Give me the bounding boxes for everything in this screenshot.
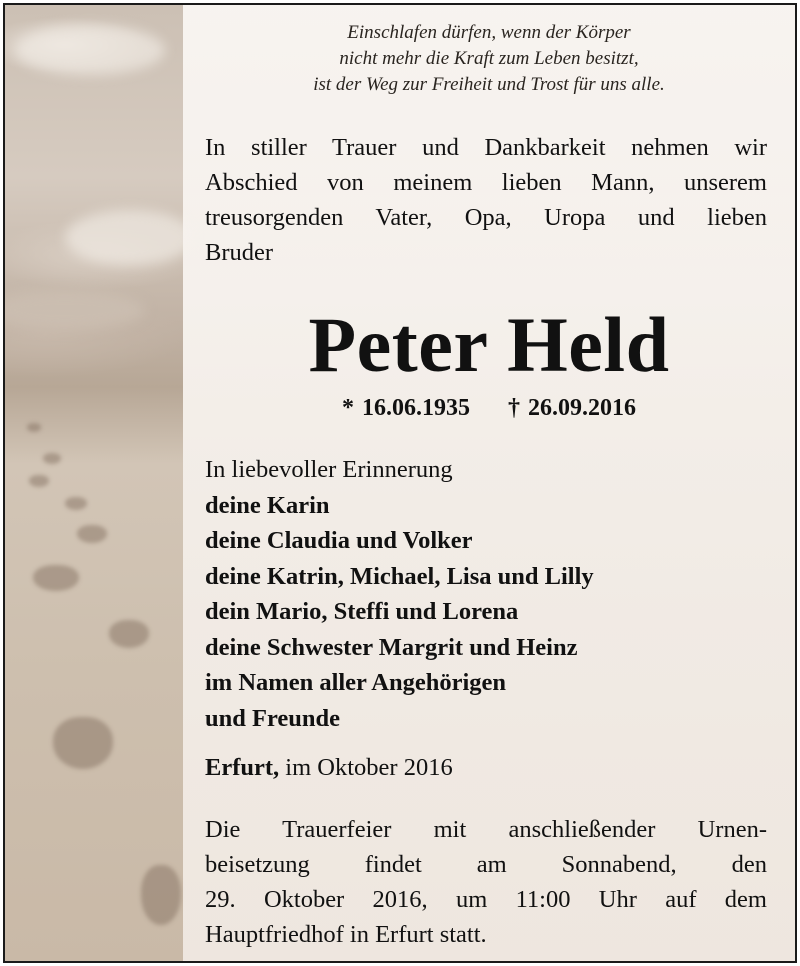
footprint-shape bbox=[27, 423, 41, 432]
mourner-line: deine Schwester Margrit und Heinz bbox=[205, 633, 578, 661]
mourners-list bbox=[205, 452, 594, 736]
intro-text bbox=[205, 130, 767, 270]
birth-date: * 16.06.1935 bbox=[342, 395, 470, 421]
service-line: beisetzung findet am Sonnabend, den bbox=[205, 851, 767, 878]
footprint-shape bbox=[29, 475, 49, 487]
cloud-shape bbox=[3, 290, 145, 330]
motto-line: Einschlafen dürfen, wenn der Körper bbox=[347, 22, 631, 43]
service-line: Hauptfriedhof in Erfurt statt. bbox=[205, 921, 487, 948]
footprint-shape bbox=[43, 453, 61, 464]
intro-line: treusorgenden Vater, Opa, Uropa und lieben bbox=[205, 204, 767, 231]
motto-line: ist der Weg zur Freiheit und Trost für uns alle. bbox=[313, 74, 665, 95]
mourner-line: deine Claudia und Volker bbox=[205, 527, 473, 554]
death-date: † 26.09.2016 bbox=[508, 395, 636, 421]
cloud-shape bbox=[65, 210, 195, 265]
intro-line: In stiller Trauer und Dankbarkeit nehmen wir bbox=[205, 134, 767, 161]
footprint-shape bbox=[109, 620, 149, 648]
motto-line: nicht mehr die Kraft zum Leben besitzt, bbox=[339, 48, 639, 69]
motto bbox=[178, 20, 800, 98]
footprint-shape bbox=[77, 525, 107, 543]
cloud-shape bbox=[15, 25, 165, 75]
intro-line: Bruder bbox=[205, 239, 274, 266]
sand-footprints-photo bbox=[5, 5, 183, 961]
mourner-line: dein Mario, Steffi und Lorena bbox=[205, 598, 519, 625]
intro-line: Abschied von meinem lieben Mann, unserem bbox=[205, 169, 767, 196]
mourner-line: deine Karin bbox=[205, 491, 330, 519]
service-line: 29. Oktober 2016, um 11:00 Uhr auf dem bbox=[205, 886, 767, 913]
mourner-line: im Namen aller Angehörigen bbox=[205, 669, 507, 696]
mourners-lead: In liebevoller Erinnerung bbox=[205, 456, 453, 483]
mourner-line: und Freunde bbox=[205, 704, 341, 732]
footprint-shape bbox=[53, 717, 113, 769]
place-date: im Oktober 2016 bbox=[279, 754, 453, 781]
footprint-shape bbox=[33, 565, 79, 591]
footprint-shape bbox=[65, 497, 87, 510]
footprint-shape bbox=[141, 865, 181, 925]
place-city: Erfurt, bbox=[205, 754, 280, 781]
deceased-name: Peter Held bbox=[308, 301, 670, 388]
funeral-service-text bbox=[205, 812, 767, 952]
life-dates bbox=[178, 392, 800, 424]
service-line: Die Trauerfeier mit anschließender Urnen- bbox=[205, 816, 767, 843]
place-date-line bbox=[205, 750, 453, 785]
mourner-line: deine Katrin, Michael, Lisa und Lilly bbox=[205, 562, 594, 590]
